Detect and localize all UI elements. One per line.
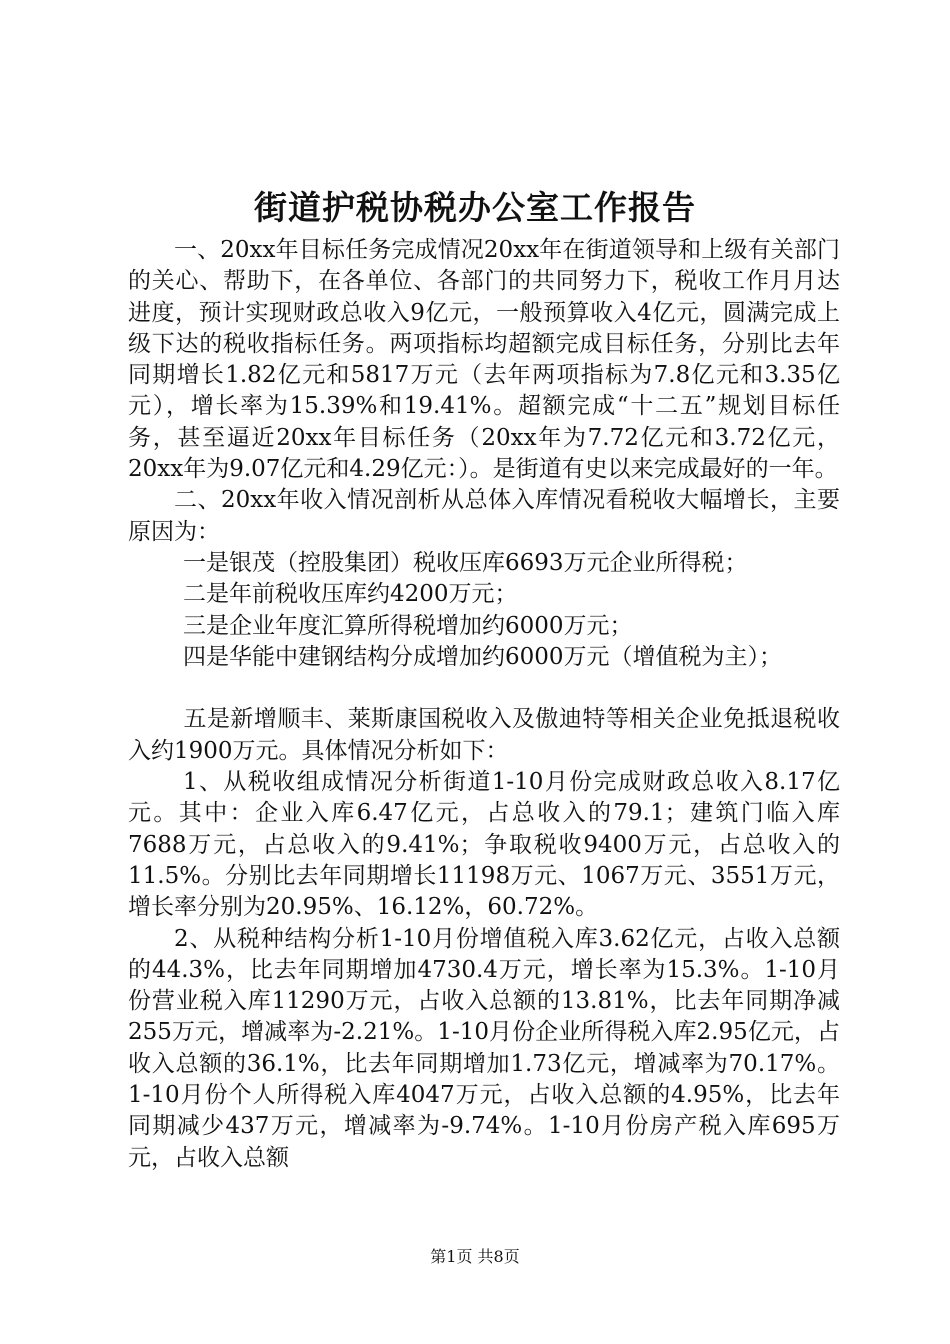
list-item-reason-5 [128,704,840,767]
paragraph-tax-composition: 1、从税收组成情况分析街道1-10月份完成财政总收入8.17亿元。其中：企业入库6.47亿元，占总收入的79.1；建筑门临入库7688万元，占总收入的9.41%；争取税收9400万元，占总收入的11.5%。分别比去年同期增长11198万元、1067万元、3551万元，增长率分别为20.95%、16.12%，60.72%。 [128,769,840,921]
list-item-reason-4: 四是华能中建钢结构分成增加约6000万元（增值税为主）； [183,643,783,670]
list-item-reason-5-text: 五是新增顺丰、莱斯康国税收入及傲迪特等相关企业免抵退税收入约1900万元。具体情况分析如下： [128,706,840,764]
list-item-reason-3: 三是企业年度汇算所得税增加约6000万元； [183,612,633,639]
document-title: 街道护税协税办公室工作报告 [254,188,696,227]
paragraph-section-1: 一、20xx年目标任务完成情况20xx年在街道领导和上级有关部门的关心、帮助下，在各单位、各部门的共同努力下，税收工作月月达进度，预计实现财政总收入9亿元，一般预算收入4亿元，圆满完成上级下达的税收指标任务。两项指标均超额完成目标任务，分别比去年同期增长1.82亿元和5817万元（去年两项指标为7.8亿元和3.35亿元），增长率为15.39%和19.41%。超额完成“十二五”规划目标任务，甚至逼近20xx年目标任务（20xx年为7.72亿元和3.72亿元，20xx年为9.07亿元和4.29亿元：）。是街道有史以来完成最好的一年。 [128,237,840,483]
list-item-reason-1: 一是银茂（控股集团）税收压库6693万元企业所得税； [183,549,748,576]
page-number-footer: 第1页 共8页 [430,1247,520,1266]
paragraph-spacer [128,673,840,704]
list-item-reason-2: 二是年前税收压库约4200万元； [183,581,518,608]
paragraph-section-2: 二、20xx年收入情况剖析从总体入库情况看税收大幅增长，主要原因为： [128,487,840,545]
paragraph-tax-structure: 2、从税种结构分析1-10月份增值税入库3.62亿元，占收入总额的44.3%，比去年同期增加4730.4万元，增长率为15.3%。1-10月份营业税入库11290万元，占收入总额的13.81%，比去年同期净减255万元，增减率为-2.21%。1-10月份企业所得税入库2.95亿元，占收入总额的36.1%，比去年同期增加1.73亿元，增减率为70.17%。1-10月份个人所得税入库4047万元，占收入总额的4.95%，比去年同期减少437万元，增减率为-9.74%。1-10月份房产税入库695万元，占收入总额 [128,925,840,1171]
document-body [128,235,840,1174]
